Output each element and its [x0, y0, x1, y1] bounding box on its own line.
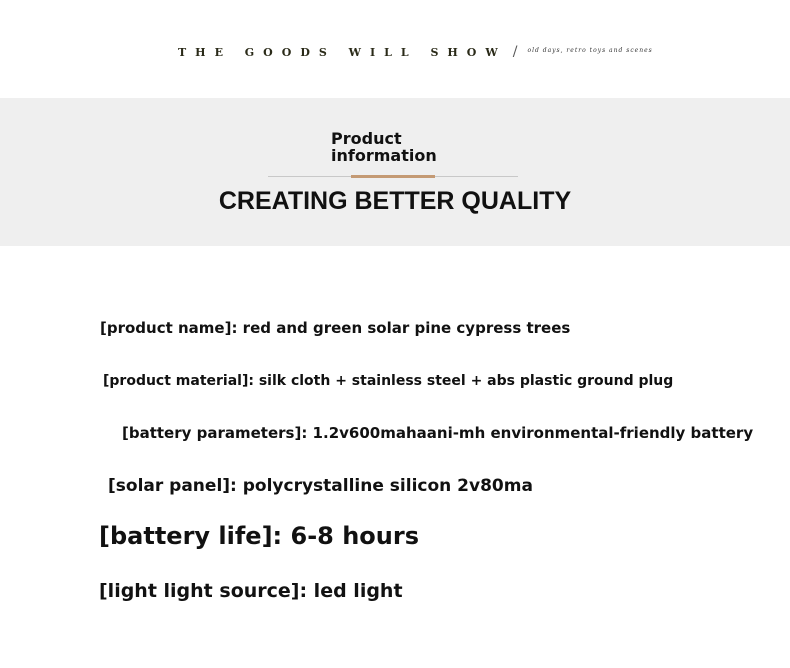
- spec-product-material: [product material]: silk cloth + stainless steel + abs plastic ground plug: [103, 373, 674, 389]
- section-title: Product information: [331, 129, 437, 165]
- spec-product-name: [product name]: red and green solar pine cypress trees: [100, 319, 571, 337]
- spec-battery-parameters: [battery parameters]: 1.2v600mahaani-mh environmental-friendly battery: [122, 424, 754, 442]
- header-band: [0, 98, 790, 246]
- tagline-sub: old days, retro toys and scenes: [527, 47, 653, 54]
- tagline-separator: /: [512, 44, 518, 60]
- spec-light-source: [light light source]: led light: [99, 580, 403, 602]
- spec-battery-life: [battery life]: 6-8 hours: [99, 522, 419, 550]
- section-subtitle: CREATING BETTER QUALITY: [218, 187, 572, 215]
- divider-accent: [351, 175, 435, 178]
- spec-solar-panel: [solar panel]: polycrystalline silicon 2v80ma: [108, 476, 533, 496]
- tagline: [178, 44, 653, 60]
- tagline-main: THE GOODS WILL SHOW: [178, 46, 507, 59]
